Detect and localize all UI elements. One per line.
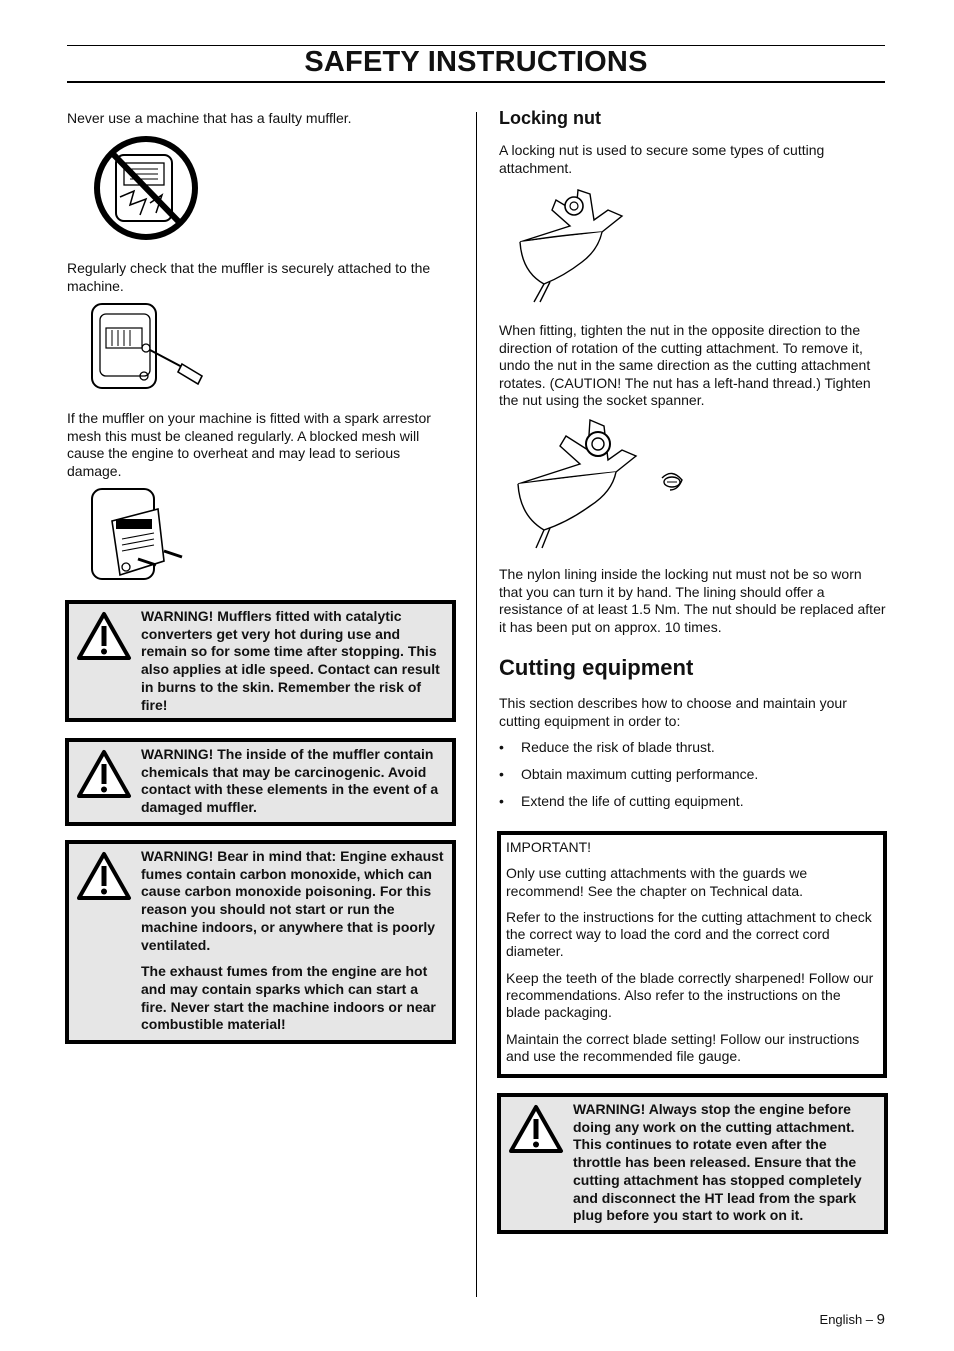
important-item: Only use cutting attachments with the guards we recommend! See the chapter on Technical data. [506,865,808,899]
warning-box-exhaust [65,840,456,1044]
important-item: Refer to the instructions for the cutting attachment to check the correct way to load the cord and the correct cord diameter. [506,908,872,960]
important-box [497,831,887,1078]
no-faulty-muffler-icon [90,133,202,243]
warning-triangle-icon [75,850,133,902]
bullet-text: Obtain maximum cutting performance. [521,766,759,782]
warning-box-carcinogenic [65,738,456,826]
locking-nut-heading: Locking nut [499,108,601,128]
warning-triangle-icon [75,748,133,800]
cutting-equipment-intro-text: This section describes how to choose and maintain your cutting equipment in order to: [499,695,847,729]
bullet-text: Extend the life of cutting equipment. [521,793,744,809]
warning-catalytic-text: WARNING! Mufflers fitted with catalytic converters get very hot during use and remain so for some time after stopping. This also applies at idle speed. Contact can result in burns to the skin. Remember the risk of fire! [141,608,440,713]
warning-carcinogenic-text: WARNING! The inside of the muffler contain chemicals that may be carcinogenic. Avoid contact with these elements in the event of a damaged muffler. [141,746,439,816]
important-item: Keep the teeth of the blade correctly sharpened! Follow our recommendations. Also refer to the instructions on the blade packaging. [506,969,874,1021]
locking-nut-intro-text: A locking nut is used to secure some types of cutting attachment. [499,142,825,176]
warning-exhaust-text: WARNING! Bear in mind that: Engine exhaust fumes contain carbon monoxide, which can cause carbon monoxide poisoning. For this reason you should not start or run the machine indoors, or anywhere that is poorly ventilated. [141,848,444,953]
locking-nut-lining-text: The nylon lining inside the locking nut must not be so worn that you can turn it by hand. The lining should offer a resistance of at least 1.5 Nm. The nut should be replaced after it has been put on approx. 10 times. [499,566,886,635]
muffler-attached-text: Regularly check that the muffler is securely attached to the machine. [67,260,431,294]
important-title: IMPORTANT! [506,839,592,855]
page-title: SAFETY INSTRUCTIONS [304,46,648,78]
locking-nut-socket-spanner-icon [512,412,690,550]
bullet-text: Reduce the risk of blade thrust. [521,739,715,755]
page-footer [820,1311,885,1328]
warning-exhaust-fire-text: The exhaust fumes from the engine are hot and may contain sparks which can start a fire. Never start the machine indoors or near combustible material! [141,963,436,1033]
spark-arrestor-text: If the muffler on your machine is fitted with a spark arrestor mesh this must be cleaned regularly. A blocked mesh will cause the engine to overheat and may lead to serious damage. [67,410,431,479]
warning-stop-engine-text: WARNING! Always stop the engine before doing any work on the cutting attachment. This continues to rotate even after the throttle has been released. Ensure that the cutting attachment has stopped completely and disconnect the HT lead from the spark plug before you start to work on it. [573,1101,862,1224]
warning-triangle-icon [75,610,133,662]
important-item: Maintain the correct blade setting! Follow our instructions and use the recommended file gauge. [506,1030,860,1064]
footer-dash: – [865,1312,874,1327]
cutting-equipment-heading: Cutting equipment [499,655,694,680]
locking-nut-trimmer-head-icon [512,180,632,306]
page-number: 9 [876,1311,885,1328]
muffler-spark-arrestor-icon [88,485,192,585]
warning-triangle-icon [507,1103,565,1155]
faulty-muffler-text: Never use a machine that has a faulty muffler. [67,110,352,126]
footer-language: English [819,1312,863,1327]
muffler-screwdriver-icon [88,300,212,396]
warning-box-catalytic [65,600,456,722]
locking-nut-fitting-text: When fitting, tighten the nut in the opposite direction to the direction of rotation of the cutting attachment. To remove it, undo the nut in the same direction as the cutting attachment rotates. (CAUTION! The nut has a left-hand thread.) Tighten the nut using the socket spanner. [499,322,871,408]
column-divider [476,112,477,1297]
warning-box-stop-engine [497,1093,888,1234]
header-bottom-rule [67,81,885,83]
